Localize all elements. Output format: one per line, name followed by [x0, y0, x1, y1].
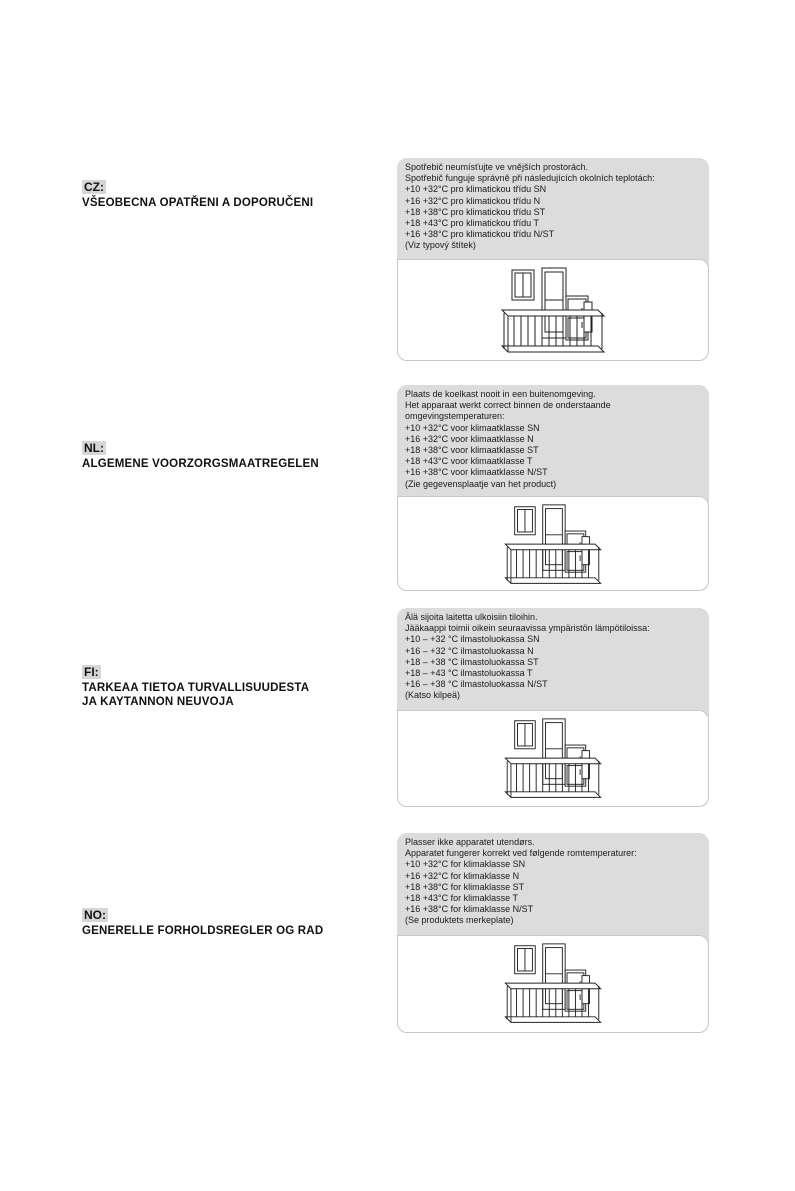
- info-panel-nl: [397, 385, 709, 591]
- section-title: TARKEAA TIETOA TURVALLISUUDESTA: [82, 682, 310, 694]
- illustration-box: [397, 496, 709, 591]
- panel-line: +16 +32°C pro klimatickou třídu N: [405, 195, 541, 206]
- panel-line: Plasser ikke apparatet utendørs.: [405, 837, 535, 847]
- language-code: CZ:: [84, 180, 104, 194]
- panel-line: +18 +38°C pro klimatickou třídu ST: [405, 206, 546, 217]
- panel-line: +16 +32°C for klimaklasse N: [405, 870, 520, 881]
- section-heading-fi: [82, 665, 309, 709]
- panel-line: (Zie gegevensplaatje van het product): [405, 478, 557, 489]
- panel-line: Jääkaappi toimii oikein seuraavissa ympäristön lämpötiloissa:: [405, 623, 650, 634]
- panel-line: +16 +38°C for klimaklasse N/ST: [405, 904, 534, 915]
- panel-line: +10 +32°C voor klimaatklasse SN: [405, 422, 540, 433]
- panel-line: +18 – +43 °C ilmastoluokassa T: [405, 668, 533, 679]
- panel-line: Plaats de koelkast nooit in een buitenomgeving.: [405, 389, 596, 399]
- panel-line: +10 +32°C for klimaklasse SN: [405, 859, 526, 870]
- section-title: JA KAYTANNON NEUVOJA: [82, 696, 234, 708]
- info-panel-no: [397, 833, 709, 1033]
- panel-line: +16 +38°C pro klimatickou třídu N/ST: [405, 229, 555, 240]
- language-code: NO:: [84, 908, 106, 922]
- panel-line: Apparatet fungerer korrekt ved følgende romtemperaturer:: [405, 848, 637, 859]
- info-panel-cz: [397, 158, 709, 361]
- panel-line: Het apparaat werkt correct binnen de onderstaande: [405, 400, 611, 411]
- panel-line: +16 +32°C voor klimaatklasse N: [405, 433, 534, 444]
- section-title: GENERELLE FORHOLDSREGLER OG RAD: [82, 925, 324, 937]
- panel-line: +10 – +32 °C ilmastoluokassa SN: [405, 634, 540, 645]
- balcony-fridge-icon: [501, 503, 605, 589]
- panel-line: +18 +43°C for klimaklasse T: [405, 893, 518, 904]
- illustration-box: [397, 935, 709, 1033]
- illustration-box: [397, 710, 709, 807]
- language-code: FI:: [84, 665, 99, 679]
- panel-line: Spotřebič neumísťujte ve vnějších prostorách.: [405, 162, 588, 172]
- illustration-box: [397, 259, 709, 361]
- panel-line: +16 – +38 °C ilmastoluokassa N/ST: [405, 679, 548, 690]
- section-heading-nl: [82, 441, 319, 471]
- panel-line: +16 – +32 °C ilmastoluokassa N: [405, 645, 534, 656]
- panel-line: (Se produktets merkeplate): [405, 915, 514, 926]
- panel-line: (Katso kilpeä): [405, 690, 461, 701]
- panel-line: omgevingstemperaturen:: [405, 411, 505, 422]
- section-heading-cz: [82, 180, 313, 210]
- balcony-fridge-icon: [501, 717, 605, 803]
- panel-line: +18 +38°C for klimaklasse ST: [405, 881, 525, 892]
- panel-line: +10 +32°C pro klimatickou třídu SN: [405, 184, 547, 195]
- balcony-fridge-icon: [498, 266, 608, 358]
- panel-line: Spotřebič funguje správně při následujících okolních teplotách:: [405, 173, 655, 184]
- section-title: ALGEMENE VOORZORGSMAATREGELEN: [82, 458, 319, 470]
- panel-line: +18 +43°C voor klimaatklasse T: [405, 456, 533, 467]
- panel-line: (Viz typový štítek): [405, 240, 476, 251]
- panel-line: +18 +38°C voor klimaatklasse ST: [405, 445, 539, 456]
- balcony-fridge-icon: [501, 942, 605, 1028]
- language-code: NL:: [84, 441, 104, 455]
- panel-line: +16 +38°C voor klimaatklasse N/ST: [405, 467, 548, 478]
- info-panel-fi: [397, 608, 709, 807]
- panel-line: Älä sijoita laitetta ulkoisiin tiloihin.: [405, 612, 538, 622]
- panel-line: +18 +43°C pro klimatickou třídu T: [405, 218, 539, 229]
- section-title: VŠEOBECNA OPATŘENI A DOPORUČENI: [82, 197, 314, 209]
- panel-line: +18 – +38 °C ilmastoluokassa ST: [405, 656, 539, 667]
- section-heading-no: [82, 908, 323, 938]
